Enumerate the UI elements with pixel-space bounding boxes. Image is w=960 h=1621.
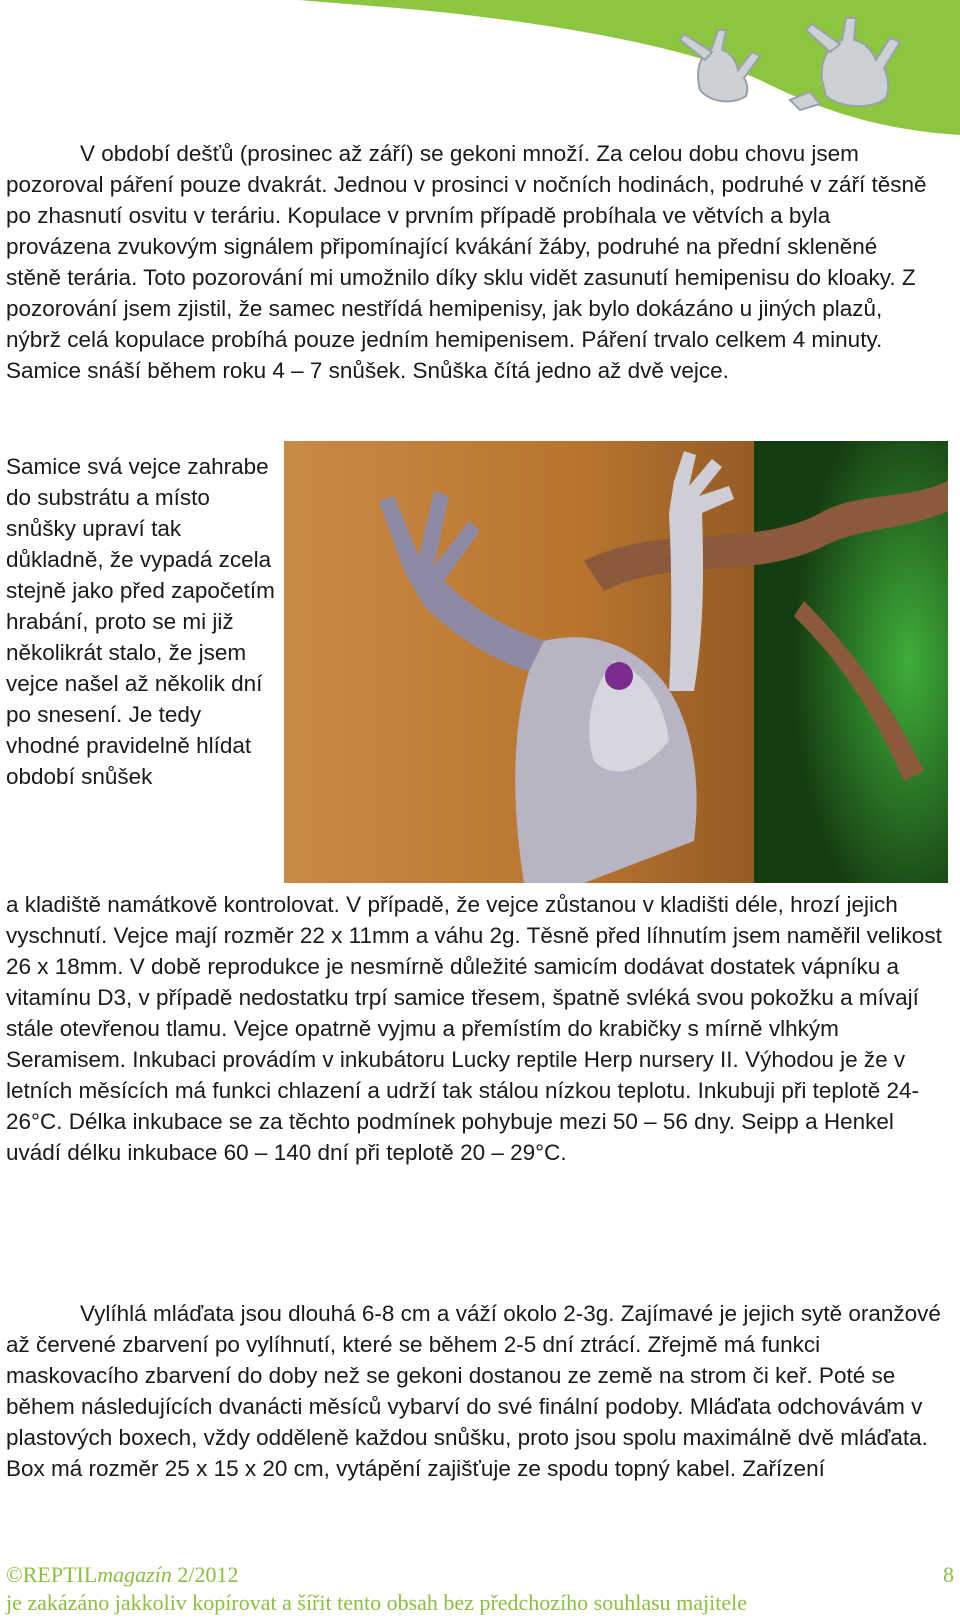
paragraph-incubation: a kladiště namátkově kontrolovat. V případě, že vejce zůstanou v kladišti déle, hrozí jejich vyschnutí. Vejce mají rozměr 22 x 11mm a váhu 2g. Těsně před líhnutím jsem naměřil velikost 26 x 18mm. V době reprodukce je nesmírně důležité samicím dodávat dostatek vápníku a vitamínu D3, v případě nedostatku trpí samice třesem, špatně svléká svou pokožku a mívají stále otevřenou tlamu. Vejce opatrně vyjmu a přemístím do krabičky s mírně vlhkým Seramisem. Inkubaci provádím v inkubátoru Lucky reptile Herp nursery II. Výhodou je že v letních měsících má funkci chlazení a udrží tak stálou nízkou teplotu. Inkubuji při teplotě 24-26°C. Délka inkubace se za těchto podmínek pohybuje mezi 50 – 56 dny. Seipp a Henkel uvádí délku inkubace 60 – 140 dní při teplotě 20 – 29°C. [6,892,942,1165]
footer-issue: 2/2012 [171,1562,239,1587]
paragraph-reproduction [6,138,936,386]
paragraph-hatchlings [6,1298,946,1484]
gecko-mating-photo [284,441,948,883]
footer-copyright: je zakázáno jakkoliv kopírovat a šířit tento obsah bez předchozího souhlasu majitele [6,1590,748,1615]
paragraph-hatchlings-text: Vylíhlá mláďata jsou dlouhá 6-8 cm a váží okolo 2-3g. Zajímavé je jejich sytě oranžové až červené zbarvení po vylíhnutí, které se během 2-5 dní ztrácí. Zřejmě má funkci maskovacího zbarvení do doby než se gekoni dostanou ze země na strom či keř. Poté se během následujících dvanácti měsíců vybarví do své finální podoby. Mláďata odchovávám v plastových boxech, vždy odděleně každou snůšku, proto jsou spolu maximálně dvě mláďata. Box má rozměr 25 x 15 x 20 cm, vytápění zajišťuje ze spodu topný kabel. Zařízení [6,1301,941,1481]
paragraph-reproduction-text: V období dešťů (prosinec až září) se gekoni množí. Za celou dobu chovu jsem pozoroval páření pouze dvakrát. Jednou v prosinci v nočních hodinách, podruhé v září těsně po zhasnutí osvitu v teráriu. Kopulace v prvním případě probíhala ve větvích a byla provázena zvukovým signálem připomínající kvákání žáby, podruhé na přední skleněné stěně terária. Toto pozorování mi umožnilo díky sklu vidět zasunutí hemipenisu do kloaky. Z pozorování jsem zjistil, že samec nestřídá hemipenisy, jak bylo dokázáno u jiných plazů, nýbrž celá kopulace probíhá pouze jedním hemipenisem. Páření trvalo celkem 4 minuty. Samice snáší během roku 4 – 7 snůšek. Snůška čítá jedno až dvě vejce. [6,141,927,383]
page-number: 8 [943,1562,954,1587]
gecko-feet-icon [0,0,960,140]
header-banner [0,0,960,140]
footer-brand: ©REPTIL [6,1562,98,1587]
footer-magazine: magazín [97,1562,172,1587]
page-footer [6,1561,954,1617]
paragraph-egg-laying: Samice svá vejce zahrabe do substrátu a místo snůšky upraví tak důkladně, že vypadá zcela stejně jako před započetím hrabání, proto se mi již několikrát stalo, že jsem vejce našel až několik dní po snesení. Je tedy vhodné pravidelně hlídat období snůšek [6,454,275,789]
footer-masthead [6,1561,954,1589]
